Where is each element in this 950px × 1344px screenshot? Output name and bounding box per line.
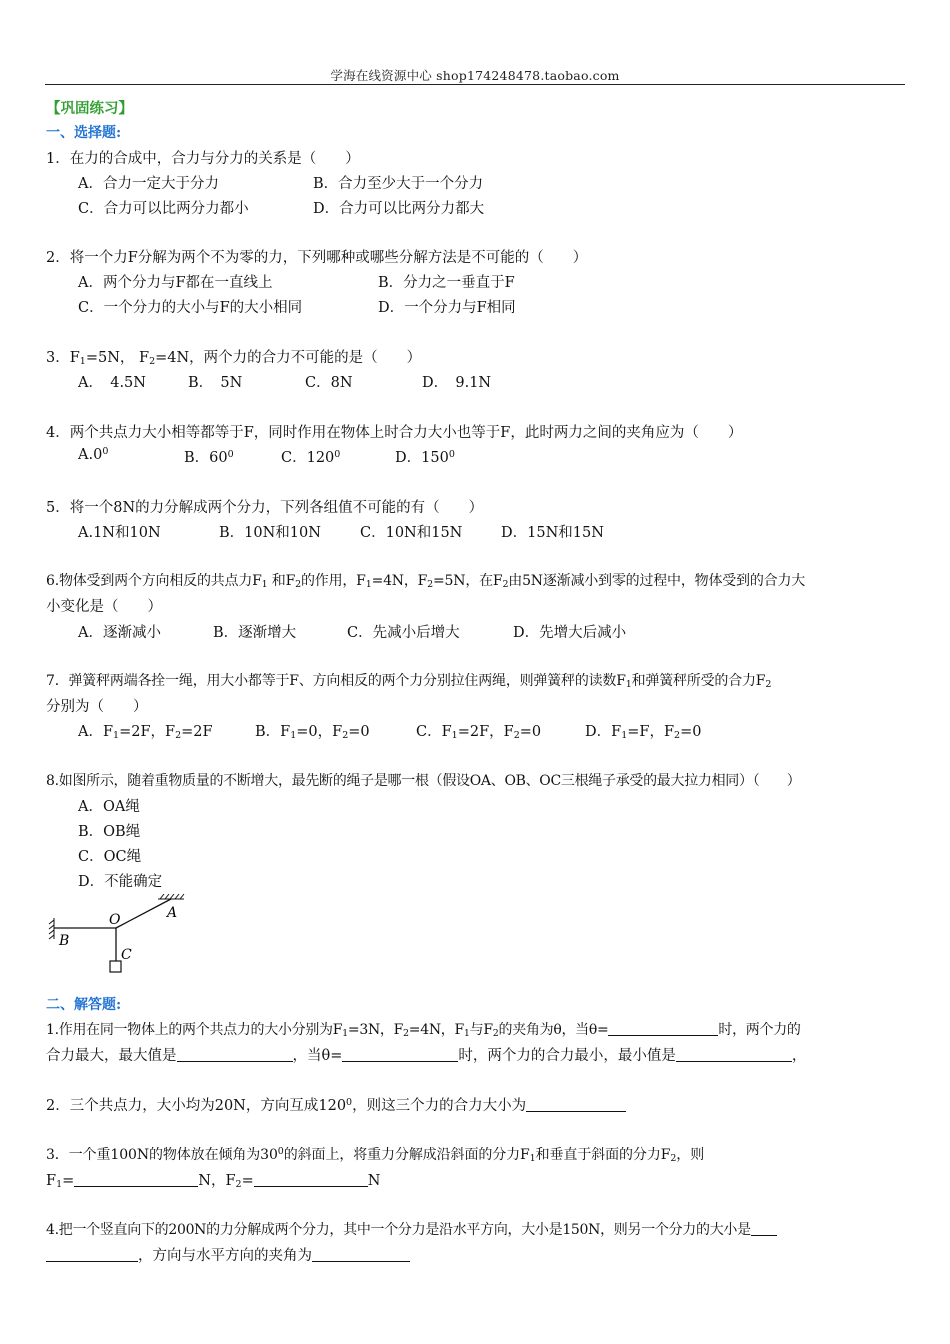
q7-d-sub2: 2	[674, 730, 681, 741]
p2-q3-part3: 和垂直于斜面的分力F	[535, 1147, 671, 1163]
q8-stem: 8.如图所示，随着重物质量的不断增大，最先断的绳子是哪一根（假设OA、OB、OC三根绳子承受的最大拉力相同）（ ）	[46, 773, 801, 789]
p2-q1-line2	[46, 1044, 806, 1065]
q3-f2-subscript: 2	[149, 356, 156, 367]
q7-c-1: C．F	[416, 724, 452, 740]
p2-q1-line1	[46, 1019, 801, 1039]
ceiling-hatch	[158, 894, 184, 899]
p2-q1-blank-angle-min[interactable]	[342, 1047, 458, 1062]
p2-q4-line1	[46, 1219, 777, 1239]
p2-q3-l2-sub1: 1	[56, 1179, 63, 1190]
p2-q3-line1	[46, 1144, 704, 1164]
q4-option-d-text: D．150	[395, 450, 449, 466]
p2-q4-part1: 4.把一个竖直向下的200N的力分解成两个分力，其中一个分力是沿水平方向，大小是150N，则另一个分力的大小是	[46, 1222, 751, 1238]
p2-q2-part1: 2．三个共点力，大小均为20N，方向互成120	[46, 1098, 347, 1114]
q7-b-3: =0	[348, 724, 370, 740]
p2-q3-degree: 0	[277, 1146, 284, 1157]
label-c: C	[121, 947, 132, 963]
p2-q1-part6: 时，两个力的	[718, 1022, 801, 1038]
q4-option-c-degree: 0	[334, 449, 341, 460]
p2-q3-l2b: =	[62, 1173, 75, 1189]
p2-q4-line2	[46, 1244, 410, 1265]
p2-q1-sub2: 2	[403, 1028, 409, 1039]
p2-q2-degree: 0	[346, 1097, 353, 1108]
q3-eq1: =5N，	[85, 350, 135, 366]
q7-option-b	[255, 720, 370, 741]
p2-q3-l2d: =	[241, 1173, 254, 1189]
q4-option-d-degree: 0	[448, 449, 455, 460]
q4-option-a-degree: 0	[102, 446, 109, 457]
q7-option-d	[585, 720, 701, 741]
q5-option-c: C．10N和15N	[360, 525, 463, 541]
q7-d-2: =F，F	[627, 724, 675, 740]
q7-c-sub1: 1	[451, 730, 458, 741]
p2-q2-blank[interactable]	[526, 1097, 626, 1112]
q7-c-sub2: 2	[513, 730, 520, 741]
q6-stem-line2: 小变化是（ ）	[46, 599, 162, 615]
p2-q3-l2-sub2: 2	[235, 1179, 242, 1190]
q3-f2: F	[139, 350, 150, 366]
q3-option-b: B． 5N	[188, 375, 243, 391]
q1-option-d: D．合力可以比两分力都大	[313, 201, 485, 217]
p2-q1-blank-angle-max[interactable]	[608, 1021, 718, 1036]
q7-a-1: A．F	[78, 724, 114, 740]
q7-a-sub1: 1	[113, 730, 120, 741]
q7-b-sub1: 1	[290, 730, 297, 741]
p2-q4-blank-magnitude-start[interactable]	[751, 1221, 777, 1236]
p2-q3-sub2: 2	[670, 1153, 677, 1164]
q4-option-c-text: C．120	[281, 450, 335, 466]
q3-option-d: D． 9.1N	[422, 375, 492, 391]
q1-option-c: C．合力可以比两分力都小	[78, 201, 249, 217]
q6-sub3: 1	[365, 579, 372, 590]
q6-option-b: B．逐渐增大	[213, 625, 297, 641]
p2-q1-blank-min-value[interactable]	[676, 1047, 792, 1062]
q6-part1: 6.物体受到两个方向相反的共点力F	[46, 573, 262, 589]
q5-option-a: A.1N和10N	[78, 525, 161, 541]
p2-q1-l2d: ，	[791, 1048, 807, 1064]
q7-option-c	[416, 720, 541, 741]
q1-option-b: B．合力至少大于一个分力	[313, 176, 484, 192]
q8-option-d: D．不能确定	[78, 874, 163, 890]
q7-d-3: =0	[680, 724, 702, 740]
q7-sub2: 2	[765, 679, 772, 690]
q6-part4: =4N，F	[371, 573, 428, 589]
p2-q1-sub3: 1	[463, 1028, 470, 1039]
p2-q1-sub4: 2	[492, 1028, 499, 1039]
p2-q2-part2: ，则这三个力的合力大小为	[352, 1098, 527, 1114]
p2-q1-l2b: ，当θ=	[292, 1048, 343, 1064]
q7-c-2: =2F，F	[457, 724, 514, 740]
p2-q2	[46, 1094, 626, 1115]
p2-q1-l2c: 时，两个力的合力最小，最小值是	[458, 1048, 676, 1064]
q3-number: 3．	[46, 350, 70, 366]
q8-rope-diagram	[46, 893, 196, 975]
q6-option-d: D．先增大后减小	[513, 625, 627, 641]
q7-d-1: D．F	[585, 724, 622, 740]
q1-option-a: A．合力一定大于分力	[78, 176, 219, 192]
q4-option-b	[184, 446, 234, 467]
p2-q3-l2c: N，F	[198, 1173, 236, 1189]
q3-option-c: C．8N	[305, 375, 353, 391]
p2-q3-blank-f1[interactable]	[74, 1172, 198, 1187]
q4-option-b-degree: 0	[227, 449, 234, 460]
q3-f1-subscript: 1	[79, 356, 86, 367]
q4-option-b-text: B．60	[184, 450, 228, 466]
q2-option-b: B．分力之一垂直于F	[378, 275, 515, 291]
q2-option-d: D．一个分力与F相同	[378, 300, 516, 316]
q6-part6: 由5N逐渐减小到零的过程中，物体受到的合力大	[508, 573, 806, 589]
label-b: B	[59, 933, 70, 949]
p2-q1-blank-max-value[interactable]	[177, 1047, 293, 1062]
q2-stem: 2．将一个力F分解为两个不为零的力，下列哪种或哪些分解方法是不可能的（ ）	[46, 250, 588, 266]
p2-q3-line2	[46, 1169, 380, 1190]
q4-option-a-text: A.0	[78, 447, 103, 463]
q2-option-c: C．一个分力的大小与F的大小相同	[78, 300, 303, 316]
q6-stem-line1	[46, 570, 805, 590]
label-a: A	[167, 905, 178, 921]
q7-b-2: =0，F	[296, 724, 343, 740]
q7-option-a	[78, 720, 213, 741]
p2-q1-part3: =4N，F	[408, 1022, 464, 1038]
p2-q3-l2e: N	[367, 1173, 381, 1189]
q4-stem: 4．两个共点力大小相等都等于F，同时作用在物体上时合力大小也等于F，此时两力之间的夹角应为（ ）	[46, 425, 743, 441]
q7-part2: 和弹簧秤所受的合力F	[631, 673, 766, 689]
header-rule	[45, 84, 905, 85]
q7-c-3: =0	[519, 724, 542, 740]
rope-oa	[116, 899, 171, 928]
q1-stem: 1．在力的合成中，合力与分力的关系是（ ）	[46, 151, 360, 167]
q6-sub5: 2	[502, 579, 509, 590]
p2-q1-part4: 与F	[469, 1022, 493, 1038]
part1-heading: 一、选择题:	[46, 125, 122, 141]
p2-q3-part4: ，则	[676, 1147, 705, 1163]
q5-option-b: B．10N和10N	[219, 525, 321, 541]
q6-option-a: A．逐渐减小	[78, 625, 161, 641]
q8-option-c: C．OC绳	[78, 849, 142, 865]
q6-sub1: 1	[261, 579, 268, 590]
q6-part5: =5N，在F	[433, 573, 503, 589]
q6-part2: 和F	[271, 573, 296, 589]
p2-q4-blank-magnitude-end[interactable]	[46, 1247, 138, 1262]
p2-q1-part1: 1.作用在同一物体上的两个共点力的大小分别为F	[46, 1022, 343, 1038]
q8-option-b: B．OB绳	[78, 824, 141, 840]
q3-f1: F	[69, 350, 80, 366]
part2-heading: 二、解答题:	[46, 997, 122, 1013]
weight-block	[110, 961, 121, 972]
p2-q1-l2a: 合力最大，最大值是	[46, 1048, 177, 1064]
q4-option-a	[78, 446, 108, 463]
p2-q3-part1: 3．一个重100N的物体放在倾角为30	[46, 1147, 278, 1163]
q2-option-a: A．两个分力与F都在一直线上	[78, 275, 273, 291]
q6-part3: 的作用，F	[300, 573, 366, 589]
q4-option-c	[281, 446, 340, 467]
q7-a-2: =2F，F	[119, 724, 176, 740]
q3-eq2: =4N，两个力的合力不可能的是（ ）	[155, 350, 422, 366]
page-header: 学海在线资源中心 shop174248478.taobao.com	[330, 68, 620, 83]
p2-q3-sub1: 1	[529, 1153, 536, 1164]
q7-part1: 7．弹簧秤两端各拴一绳，用大小都等于F、方向相反的两个力分别拉住两绳，则弹簧秤的读数F	[46, 673, 626, 689]
q7-d-sub1: 1	[621, 730, 628, 741]
q8-option-a: A．OA绳	[78, 799, 140, 815]
q3-option-a: A． 4.5N	[78, 375, 146, 391]
q7-stem-line1	[46, 670, 771, 690]
p2-q4-l2a: ，方向与水平方向的夹角为	[138, 1248, 312, 1264]
q5-stem: 5．将一个8N的力分解成两个分力，下列各组值不可能的有（ ）	[46, 500, 484, 516]
q7-a-sub2: 2	[175, 730, 182, 741]
q6-sub2: 2	[295, 579, 301, 590]
q7-a-3: =2F	[181, 724, 213, 740]
section-practice-title: 【巩固练习】	[46, 100, 133, 117]
q7-sub1: 1	[625, 679, 632, 690]
q5-option-d: D．15N和15N	[501, 525, 604, 541]
wall-hatch	[49, 918, 54, 939]
label-o: O	[109, 912, 121, 928]
p2-q4-blank-angle[interactable]	[312, 1247, 410, 1262]
q7-b-sub2: 2	[342, 730, 349, 741]
q4-option-d	[395, 446, 455, 467]
q7-b-1: B．F	[255, 724, 291, 740]
p2-q3-l2a: F	[46, 1173, 57, 1189]
p2-q1-sub1: 1	[342, 1028, 348, 1039]
q6-option-c: C．先减小后增大	[347, 625, 460, 641]
p2-q3-part2: 的斜面上，将重力分解成沿斜面的分力F	[283, 1147, 530, 1163]
p2-q3-blank-f2[interactable]	[254, 1172, 368, 1187]
q3-stem	[46, 346, 421, 367]
p2-q1-part2: =3N，F	[347, 1022, 404, 1038]
p2-q1-part5: 的夹角为θ，当θ=	[498, 1022, 609, 1038]
q7-stem-line2: 分别为（ ）	[46, 699, 148, 715]
q6-sub4: 2	[427, 579, 434, 590]
